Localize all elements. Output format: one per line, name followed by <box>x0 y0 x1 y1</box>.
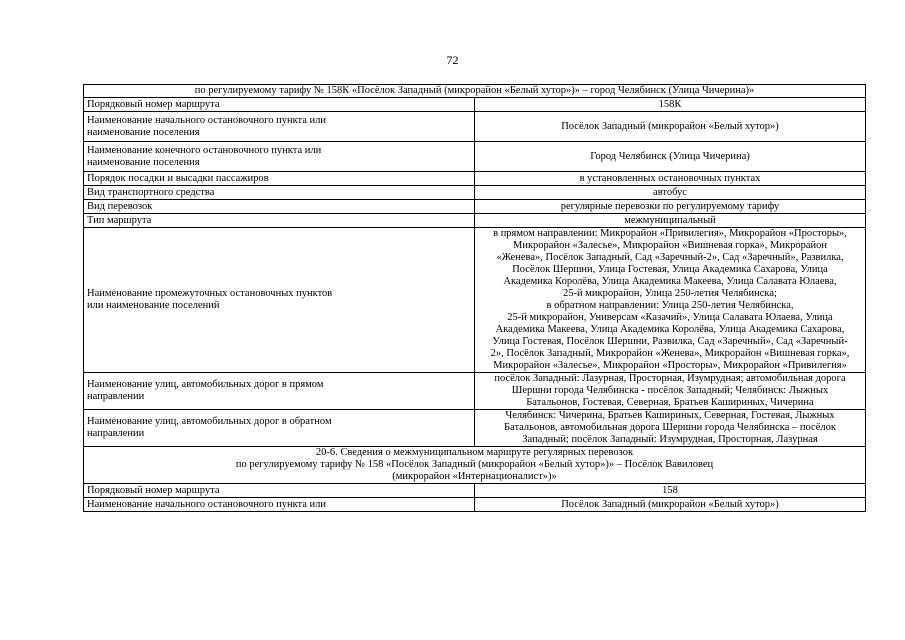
row-value: межмуниципальный <box>475 214 866 228</box>
row-label: Наименование улиц, автомобильных дорог в прямом направлении <box>84 373 475 410</box>
row-label: Вид транспортного средства <box>84 186 475 200</box>
row-value: 158К <box>475 98 866 112</box>
table-row <box>84 112 866 142</box>
row-label: Наименование начального остановочного пункта или наименование поселения <box>84 112 475 142</box>
table-row <box>84 228 866 373</box>
row-value: Город Челябинск (Улица Чичерина) <box>475 142 866 172</box>
row-value: регулярные перевозки по регулируемому тарифу <box>475 200 866 214</box>
table-row <box>84 142 866 172</box>
row-label: Наименование начального остановочного пункта или <box>84 498 475 512</box>
row-label: Тип маршрута <box>84 214 475 228</box>
table-row <box>84 484 866 498</box>
row-value: Челябинск: Чичерина, Братьев Кашириных, Северная, Гостевая, Лыжных Батальонов, автомобильная дорога Шершни города Челябинска – посёлок Западный; посёлок Западный: Изумрудная, Просторная, Лазурная <box>475 410 866 447</box>
row-value: 158 <box>475 484 866 498</box>
row-value: посёлок Западный: Лазурная, Просторная, Изумрудная; автомобильная дорога Шершни города Челябинска - посёлок Западный; Челябинск: Лыжных Батальонов, Гостевая, Северная, Братьев Кашириных, Чичерина <box>475 373 866 410</box>
row-value: Посёлок Западный (микрорайон «Белый хутор») <box>475 112 866 142</box>
route-table <box>83 84 866 512</box>
row-value: в установленных остановочных пунктах <box>475 172 866 186</box>
table-row <box>84 200 866 214</box>
row-label: Наименование промежуточных остановочных пунктов или наименование поселений <box>84 228 475 373</box>
row-label: Порядковый номер маршрута <box>84 98 475 112</box>
row-label: Порядок посадки и высадки пассажиров <box>84 172 475 186</box>
table-row <box>84 214 866 228</box>
row-value: в прямом направлении: Микрорайон «Привилегия», Микрорайон «Просторы», Микрорайон «Залесье», Микрорайон «Вишневая горка», Микрорайон «Женева», Посёлок Западный, Сад «Заречный-2», Сад «Заречный», Развилка, Посёлок Шершни, Улица Гостевая, Улица Академика Сахарова, Улица Академика Королёва, Улица Академика Макеева, Улица Салавата Юлаева, 25-й микрорайон, Улица 250-летия Челябинска; в обратном направлении: Улица 250-летия Челябинска, 25-й микрорайон, Универсам «Казачий», Улица Салавата Юлаева, Улица Академика Макеева, Улица Академика Королёва, Улица Академика Сахарова, Улица Гостевая, Посёлок Шершни, Развилка, Сад «Заречный», Сад «Заречный- 2», Посёлок Западный, Микрорайон «Женева», Микрорайон «Вишневая горка», Микрорайон «Залесье», Микрорайон «Просторы», Микрорайон «Привилегия» <box>475 228 866 373</box>
row-label: Наименование конечного остановочного пункта или наименование поселения <box>84 142 475 172</box>
table-row <box>84 373 866 410</box>
row-value: Посёлок Западный (микрорайон «Белый хутор») <box>475 498 866 512</box>
row-value: автобус <box>475 186 866 200</box>
table-row <box>84 98 866 112</box>
section-header-row <box>84 447 866 484</box>
continued-header: по регулируемому тарифу № 158К «Посёлок Западный (микрорайон «Белый хутор»)» – город Челябинск (Улица Чичерина)» <box>84 85 866 98</box>
table-row <box>84 172 866 186</box>
table-header-row <box>84 85 866 98</box>
row-label: Порядковый номер маршрута <box>84 484 475 498</box>
row-label: Вид перевозок <box>84 200 475 214</box>
table-row <box>84 186 866 200</box>
table-row <box>84 498 866 512</box>
section-header: 20-6. Сведения о межмуниципальном маршруте регулярных перевозок по регулируемому тарифу № 158 «Посёлок Западный (микрорайон «Белый хутор»)» – Посёлок Вавиловец (микрорайон «Интернационалист»)» <box>84 447 866 484</box>
row-label: Наименование улиц, автомобильных дорог в обратном направлении <box>84 410 475 447</box>
page-number: 72 <box>446 53 459 67</box>
table-row <box>84 410 866 447</box>
